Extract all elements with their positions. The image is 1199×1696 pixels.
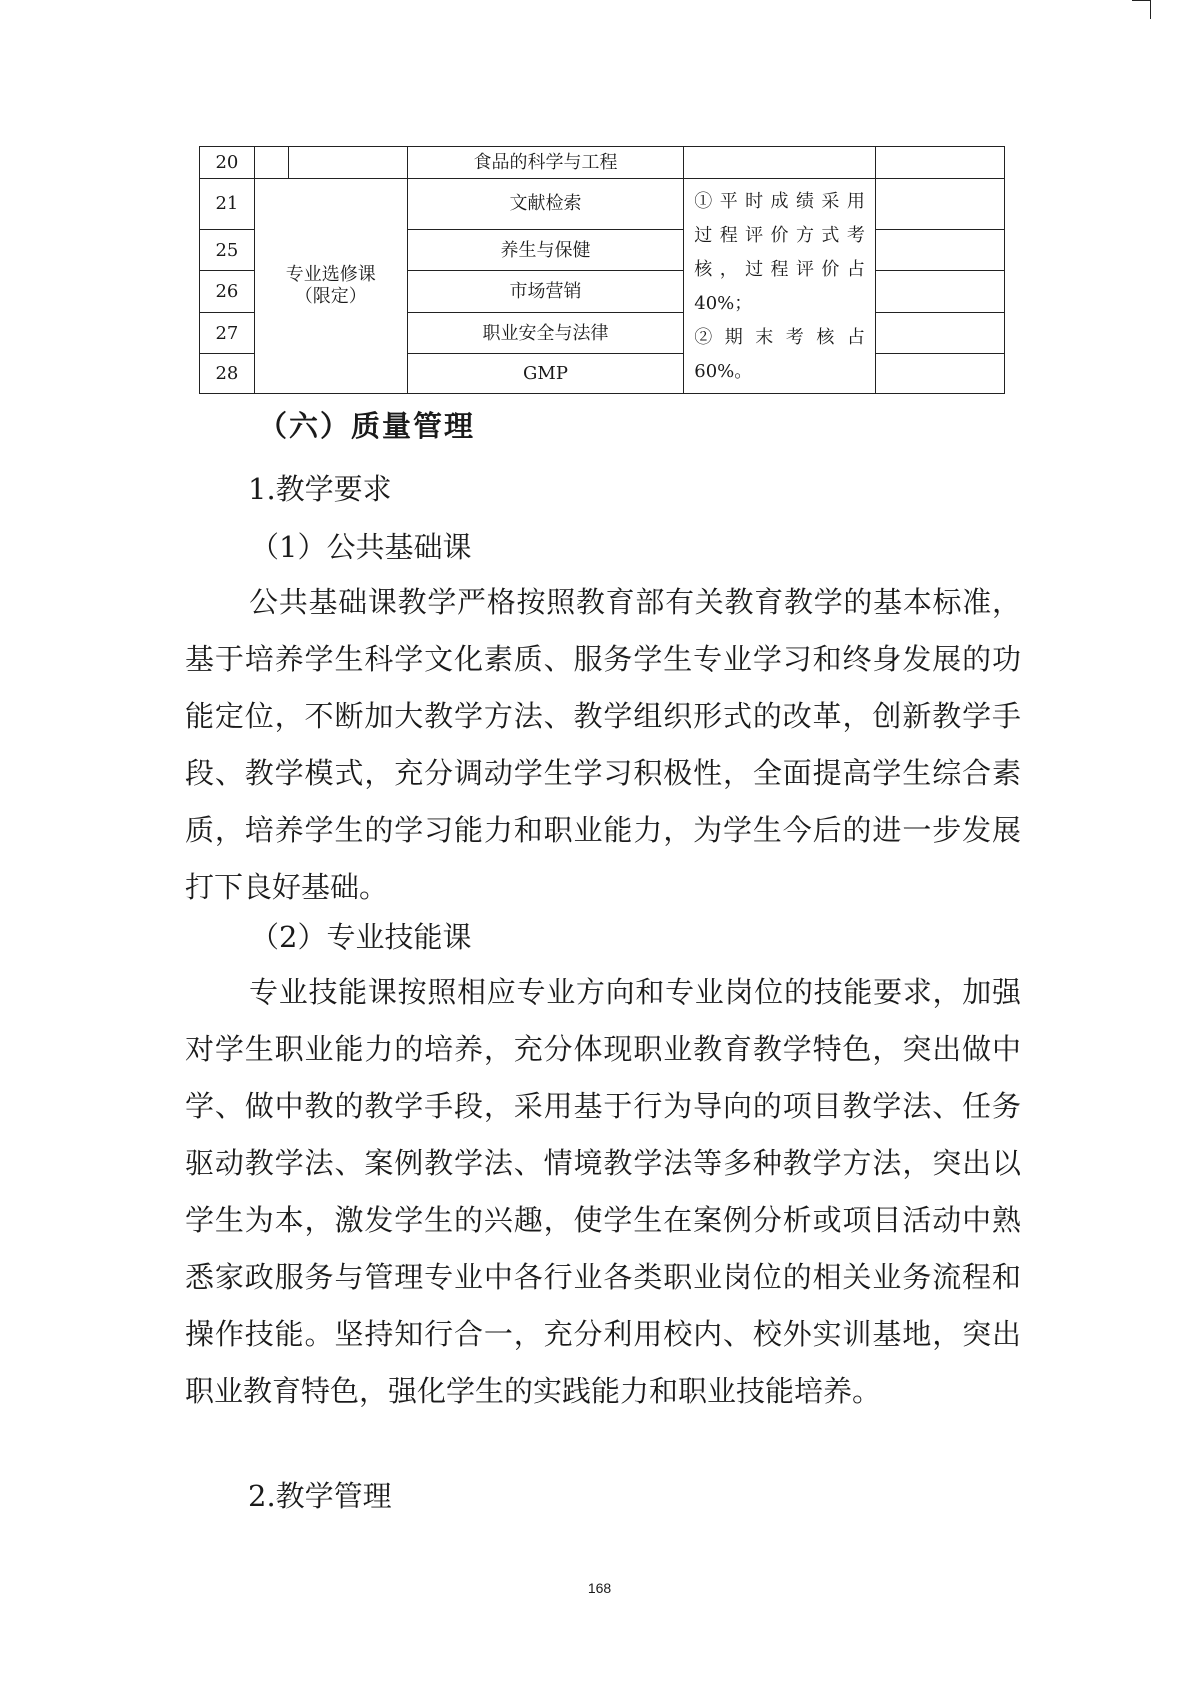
assessment-line: ② 期 末 考 核 占 bbox=[694, 327, 865, 348]
table-row bbox=[200, 147, 1005, 179]
course-name: 文献检索 bbox=[407, 179, 684, 230]
assessment-line: ①平时成绩采用 bbox=[694, 191, 865, 212]
row-number: 21 bbox=[200, 179, 255, 230]
paragraph-public-basic-courses: 公共基础课教学严格按照教育部有关教育教学的基本标准，基于培养学生科学文化素质、服务学生专业学习和终身发展的功能定位，不断加大教学方法、教学组织形式的改革，创新教学手段、教学模式，充分调动学生学习积极性，全面提高学生综合素质，培养学生的学习能力和职业能力，为学生今后的进一步发展打下良好基础。 bbox=[185, 585, 1021, 904]
course-name: 职业安全与法律 bbox=[407, 313, 684, 354]
course-name: 养生与保健 bbox=[407, 230, 684, 271]
row-number: 28 bbox=[200, 354, 255, 394]
assessment-line: 核，过程评价占 bbox=[694, 259, 865, 280]
crop-corner-mark bbox=[1132, 0, 1151, 19]
empty-cell bbox=[875, 147, 1004, 179]
assessment-method-cell bbox=[684, 179, 876, 394]
empty-cell bbox=[875, 179, 1004, 230]
row-number: 26 bbox=[200, 271, 255, 313]
empty-cell bbox=[875, 230, 1004, 271]
assessment-line: 过程评价方式考 bbox=[694, 225, 865, 246]
subheading-professional-skill-courses: （2）专业技能课 bbox=[250, 920, 472, 954]
empty-cell bbox=[875, 313, 1004, 354]
section-heading: （六）质量管理 bbox=[258, 409, 476, 443]
course-name: GMP bbox=[407, 354, 684, 394]
empty-cell bbox=[684, 147, 876, 179]
subheading-teaching-requirements: 1.教学要求 bbox=[248, 472, 392, 506]
course-table bbox=[199, 146, 1005, 394]
empty-cell bbox=[875, 271, 1004, 313]
empty-cell bbox=[254, 147, 288, 179]
subheading-public-basic-courses: （1）公共基础课 bbox=[250, 530, 472, 564]
course-name: 市场营销 bbox=[407, 271, 684, 313]
table-row bbox=[200, 179, 1005, 230]
course-category-cell bbox=[254, 179, 407, 394]
row-number: 20 bbox=[200, 147, 255, 179]
course-name: 食品的科学与工程 bbox=[407, 147, 684, 179]
assessment-line: 40%； bbox=[694, 293, 753, 314]
empty-cell bbox=[875, 354, 1004, 394]
row-number: 27 bbox=[200, 313, 255, 354]
row-number: 25 bbox=[200, 230, 255, 271]
assessment-line: 60%。 bbox=[694, 361, 753, 382]
category-label: 专业选修课 bbox=[285, 264, 376, 286]
paragraph-professional-skill-courses: 专业技能课按照相应专业方向和专业岗位的技能要求，加强对学生职业能力的培养，充分体现职业教育教学特色，突出做中学、做中教的教学手段，采用基于行为导向的项目教学法、任务驱动教学法、案例教学法、情境教学法等多种教学方法，突出以学生为本，激发学生的兴趣，使学生在案例分析或项目活动中熟悉家政服务与管理专业中各行业各类职业岗位的相关业务流程和操作技能。坚持知行合一，充分利用校内、校外实训基地，突出职业教育特色，强化学生的实践能力和职业技能培养。 bbox=[185, 975, 1021, 1408]
empty-cell bbox=[289, 147, 407, 179]
category-qualifier: （限定） bbox=[294, 286, 367, 307]
page-number: 168 bbox=[587, 1580, 612, 1596]
subheading-teaching-management: 2.教学管理 bbox=[248, 1479, 392, 1513]
